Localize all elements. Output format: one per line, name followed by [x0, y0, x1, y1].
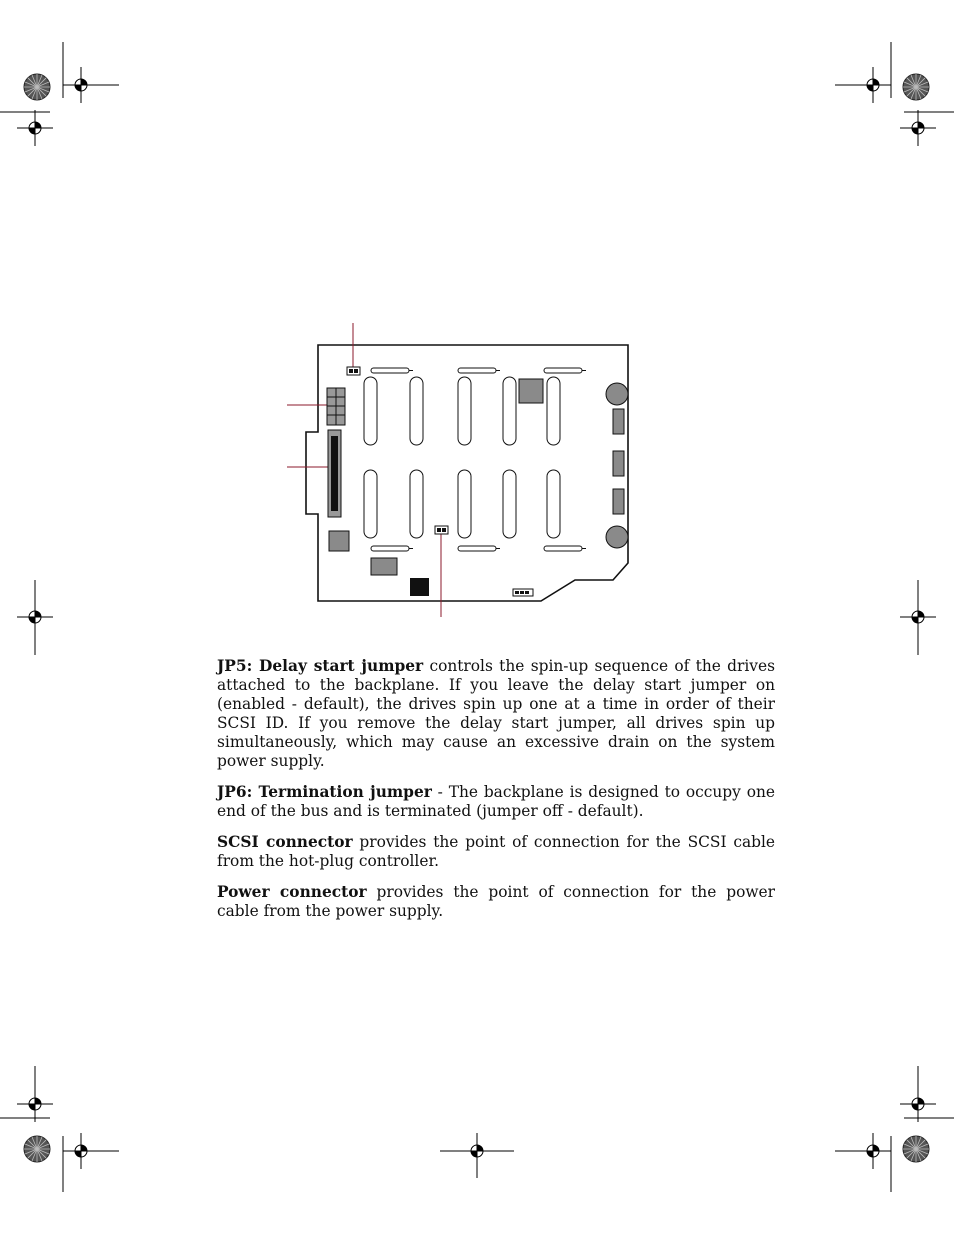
- chip: [371, 558, 397, 575]
- guide-pin: [544, 368, 582, 373]
- body-text: [217, 657, 775, 933]
- drive-slot: [364, 377, 377, 445]
- jp5-jumper: [347, 367, 360, 375]
- color-wheel-icon: [903, 1136, 929, 1162]
- power-connector: [327, 388, 345, 425]
- guide-pin: [458, 368, 496, 373]
- chip: [329, 531, 349, 551]
- guide-pin: [458, 546, 496, 551]
- mounting-hole: [606, 383, 628, 405]
- side-connector: [613, 451, 624, 476]
- term-jp6: JP6: Termination jumper: [217, 783, 432, 801]
- header-connector: [513, 589, 533, 596]
- drive-slot: [364, 470, 377, 538]
- drive-slot: [547, 377, 560, 445]
- desc-scsi: provides the point of connection for the SCSI cable from the hot-plug controller.: [217, 833, 776, 870]
- drive-slot: [503, 470, 516, 538]
- desc-jp5: controls the spin-up sequence of the drives attached to the backplane. If you leave the delay start jumper on (enabled - default), the drives spin up one at a time in order of their SCSI ID. If you remove the delay start jumper, all drives spin up simultaneously, which may cause an excessive drain on the system power supply.: [217, 657, 775, 770]
- guide-pin: [544, 546, 582, 551]
- drive-slot: [458, 470, 471, 538]
- paragraph-power: [217, 883, 775, 921]
- term-jp5: JP5: Delay start jumper: [217, 657, 424, 675]
- guide-pin: [371, 368, 409, 373]
- term-scsi: SCSI connector: [217, 833, 353, 851]
- desc-jp6: - The backplane is designed to occupy one end of the bus and is terminated (jumper off - default).: [217, 783, 775, 820]
- side-connector: [613, 409, 624, 434]
- color-wheel-icon: [903, 74, 929, 100]
- drive-slot: [410, 377, 423, 445]
- registration-mark-icon: [900, 110, 936, 146]
- paragraph-scsi: [217, 833, 775, 871]
- chip: [519, 379, 543, 403]
- mounting-hole: [606, 526, 628, 548]
- color-wheel-icon: [24, 74, 50, 100]
- color-wheel-icon: [24, 1136, 50, 1162]
- paragraph-jp6: [217, 783, 775, 821]
- chip: [410, 578, 429, 596]
- side-connector: [613, 489, 624, 514]
- paragraph-jp5: [217, 657, 775, 771]
- drive-slot: [458, 377, 471, 445]
- backplane-diagram: [280, 318, 640, 623]
- scsi-connector: [328, 430, 341, 517]
- drive-slot: [503, 377, 516, 445]
- drive-slot: [547, 470, 560, 538]
- jp6-jumper: [435, 526, 448, 534]
- guide-pin: [371, 546, 409, 551]
- term-power: Power connector: [217, 883, 367, 901]
- desc-power: provides the point of connection for the power cable from the power supply.: [217, 883, 775, 920]
- registration-mark-icon: [17, 110, 53, 146]
- drive-slot: [410, 470, 423, 538]
